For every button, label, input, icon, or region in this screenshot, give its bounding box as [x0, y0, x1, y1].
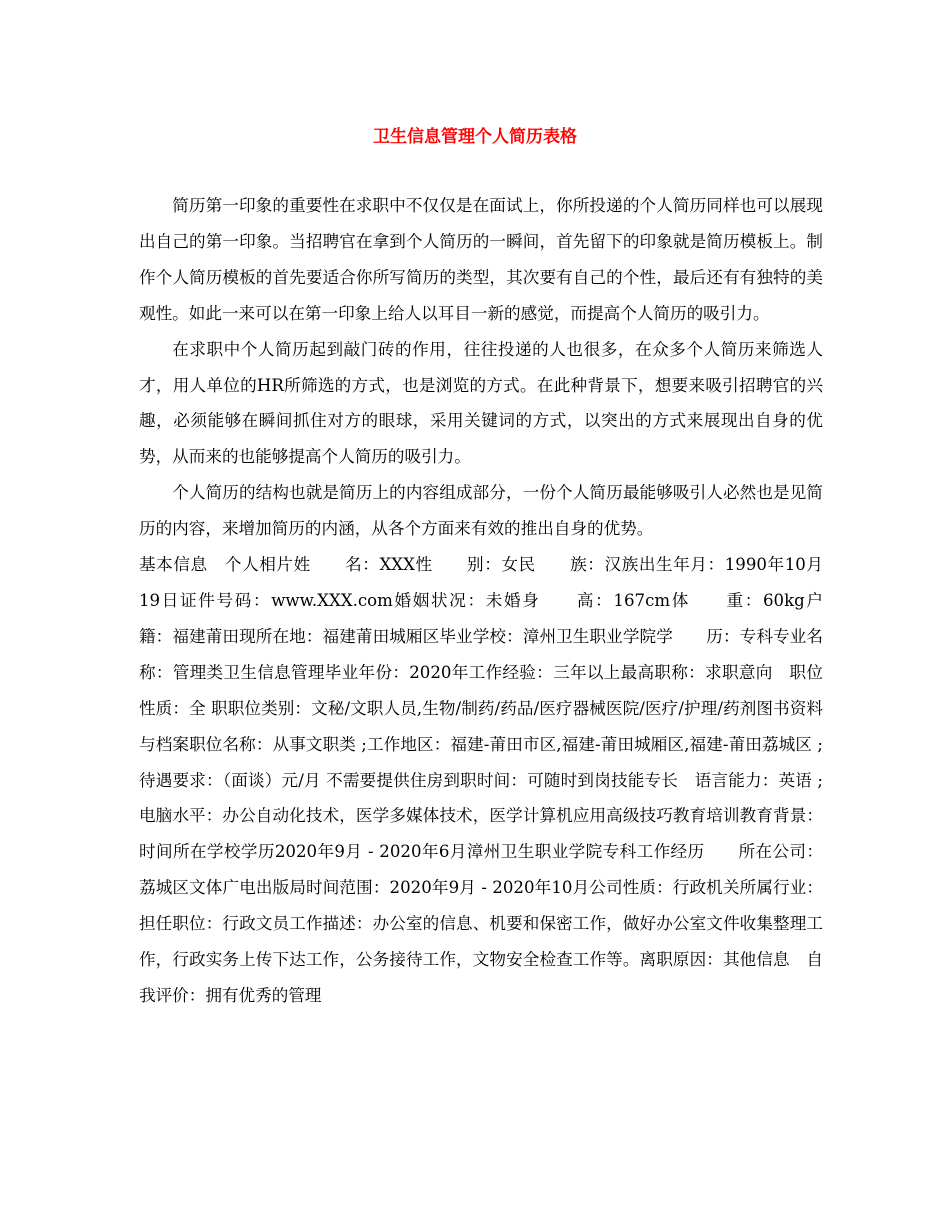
- paragraph-resume-stepping-stone: 在求职中个人简历起到敲门砖的作用，往往投递的人也很多，在众多个人简历来筛选人才，用人单位的HR所筛选的方式，也是浏览的方式。在此种背景下，想要来吸引招聘官的兴趣，必须能够在瞬间抓住对方的眼球，采用关键词的方式，以突出的方式来展现出自身的优势，从而来的也能够提高个人简历的吸引力。: [139, 339, 823, 467]
- resume-details-text: 基本信息 个人相片姓 名：XXX性 别：女民 族：汉族出生年月：1990年10月19日证件号码：www.XXX.com婚姻状况：未婚身 高：167cm体 重：60kg户 籍：福建莆田现所在地：福建莆田城厢区毕业学校：漳州卫生职业学院学 历：专科专业名称：管理类卫生信息管理毕业年份：2020年工作经验：三年以上最高职称：求职意向 职位性质：全 职职位类别：文秘/文职人员,生物/制药/药品/医疗器械医院/医疗/护理/药剂图书资料与档案职位名称：从事文职类 ;工作地区：福建-莆田市区,福建-莆田城厢区,福建-莆田荔城区 ;待遇要求：（面谈）元/月 不需要提供住房到职时间：可随时到岗技能专长 语言能力：英语 ;电脑水平：办公自动化技术，医学多媒体技术，医学计算机应用高级技巧教育培训教育背景：时间所在学校学历2020年9月 - 2020年6月漳州卫生职业学院专科工作经历 所在公司：荔城区文体广电出版局时间范围：2020年9月 - 2020年10月公司性质：行政机关所属行业：担任职位：行政文员工作描述：办公室的信息、机要和保密工作，做好办公室文件收集整理工作，行政实务上传下达工作，公务接待工作，文物安全检查工作等。离职原因：其他信息 自我评价：拥有优秀的管理: [139, 555, 857, 1005]
- document-title: 卫生信息管理个人简历表格: [373, 127, 577, 147]
- paragraph-resume-first-impression: 简历第一印象的重要性在求职中不仅仅是在面试上，你所投递的个人简历同样也可以展现出自己的第一印象。当招聘官在拿到个人简历的一瞬间，首先留下的印象就是简历模板上。制作个人简历模板的首先要适合你所写简历的类型，其次要有自己的个性，最后还有有独特的美观性。如此一来可以在第一印象上给人以耳目一新的感觉，而提高个人简历的吸引力。: [139, 196, 823, 323]
- document-body: [139, 188, 857, 1014]
- paragraph-resume-structure: 个人简历的结构也就是简历上的内容组成部分，一份个人简历最能够吸引人必然也是见简历的内容，来增加简历的内涵，从各个方面来有效的推出自身的优势。: [139, 483, 823, 539]
